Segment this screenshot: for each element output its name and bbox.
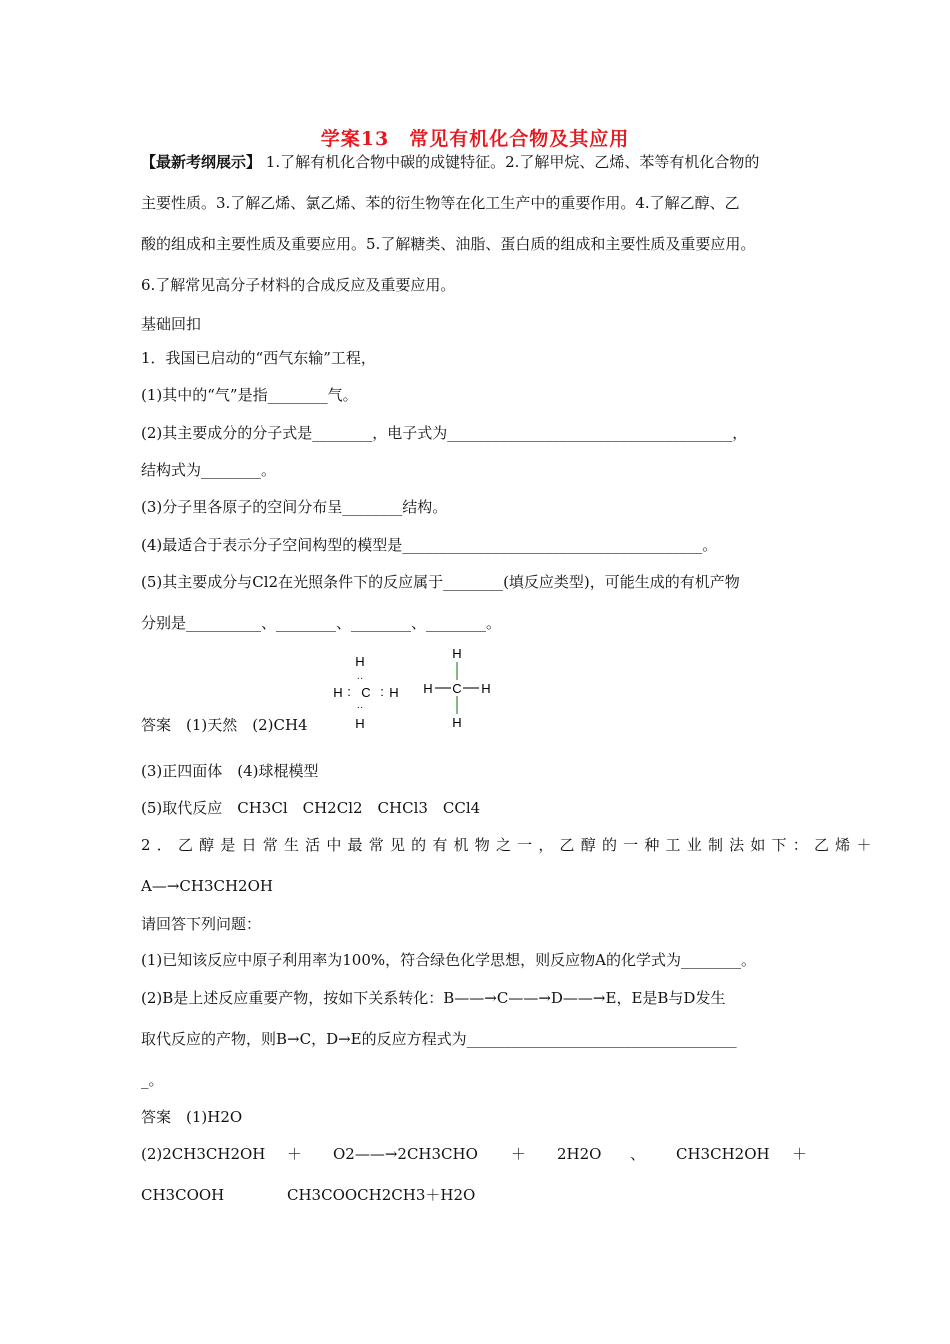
ans2-token: ＋: [792, 1145, 808, 1163]
q2-part-2b: 取代反应的产物，则B→C，D→E的反应方程式为____________________________________: [141, 1030, 737, 1048]
sf-h-top: H: [452, 646, 462, 661]
sf-h-right: H: [481, 681, 491, 696]
q2-answer-1: 答案 (1)H2O: [141, 1108, 243, 1126]
page-title: 学案13 常见有机化合物及其应用: [320, 128, 630, 150]
sf-c: C: [452, 681, 462, 696]
ef-dots-top: ··: [356, 673, 364, 684]
structural-formula: [423, 646, 490, 730]
outline-line-3: 酸的组成和主要性质及重要应用。5.了解糖类、油脂、蛋白质的组成和主要性质及重要应用。: [141, 235, 756, 253]
outline-line-2: 主要性质。3.了解乙烯、氯乙烯、苯的衍生物等在化工生产中的重要作用。4.了解乙醇、乙: [141, 194, 740, 212]
q1-part-5b: 分别是__________、________、________、________。: [141, 614, 502, 632]
ans2-token: CH3CH2OH: [676, 1145, 770, 1163]
outline-line-1: [141, 152, 759, 172]
ans2-token: 2H2O: [557, 1145, 602, 1163]
ef-h-right: H: [389, 685, 399, 700]
ans2-token: ＋: [511, 1145, 527, 1163]
q1-part-2b: 结构式为________。: [141, 461, 277, 479]
outline-line-4: 6.了解常见高分子材料的合成反应及重要应用。: [141, 276, 456, 294]
q1-part-5: (5)其主要成分与Cl2在光照条件下的反应属于________(填反应类型)，可能生成的有机产物: [141, 573, 740, 591]
outline-text-1: 1.了解有机化合物中碳的成键特征。2.了解甲烷、乙烯、苯等有机化合物的: [261, 153, 760, 171]
q2-stem: 2．乙醇是日常生活中最常见的有机物之一，乙醇的一种工业制法如下：乙烯＋: [141, 836, 878, 854]
ef-colon-left: :: [347, 684, 351, 699]
ef-h-top: H: [355, 654, 365, 669]
ef-h-left: H: [333, 685, 343, 700]
q1-answer-3: (5)取代反应 CH3Cl CH2Cl2 CHCl3 CCl4: [141, 799, 481, 817]
ans3-token: CH3COOCH2CH3＋H2O: [287, 1186, 476, 1204]
ans2-token: 、: [630, 1145, 646, 1163]
ef-c: C: [361, 685, 371, 700]
sf-h-bottom: H: [452, 715, 462, 730]
q1-part-2: (2)其主要成分的分子式是________，电子式为______________________________________，: [141, 424, 748, 442]
ans2-token: (2)2CH3CH2OH: [141, 1145, 266, 1163]
electron-formula: [333, 654, 398, 731]
ef-colon-right: :: [380, 684, 384, 699]
q2-ask: 请回答下列问题：: [141, 915, 262, 933]
q2-part-2c: _。: [141, 1071, 164, 1089]
section-heading: 基础回扣: [141, 315, 202, 333]
q1-answer-2: (3)正四面体 (4)球棍模型: [141, 762, 319, 780]
q1-part-3: (3)分子里各原子的空间分布呈________结构。: [141, 498, 448, 516]
methane-formula-diagrams: [320, 640, 510, 735]
ef-h-bottom: H: [355, 716, 365, 731]
q2-part-1: (1)已知该反应中原子利用率为100%，符合绿色化学思想，则反应物A的化学式为________。: [141, 951, 756, 969]
ans2-token: ＋: [287, 1145, 303, 1163]
q1-stem: 1．我国已启动的“西气东输”工程，: [141, 349, 376, 367]
q2-stem-2: A—→CH3CH2OH: [141, 877, 273, 895]
q1-answer-1: 答案 (1)天然 (2)CH4: [141, 716, 308, 734]
ans2-token: O2——→2CH3CHO: [333, 1145, 478, 1163]
ef-dots-bottom: ··: [356, 702, 364, 713]
outline-label: 【最新考纲展示】: [141, 153, 262, 171]
q1-part-4: (4)最适合于表示分子空间构型的模型是________________________________________。: [141, 536, 718, 554]
q2-part-2: (2)B是上述反应重要产物，按如下关系转化：B——→C——→D——→E，E是B与D发生: [141, 989, 726, 1007]
ans3-token: CH3COOH: [141, 1186, 225, 1204]
q1-part-1: (1)其中的“气”是指________气。: [141, 386, 358, 404]
sf-h-left: H: [423, 681, 433, 696]
